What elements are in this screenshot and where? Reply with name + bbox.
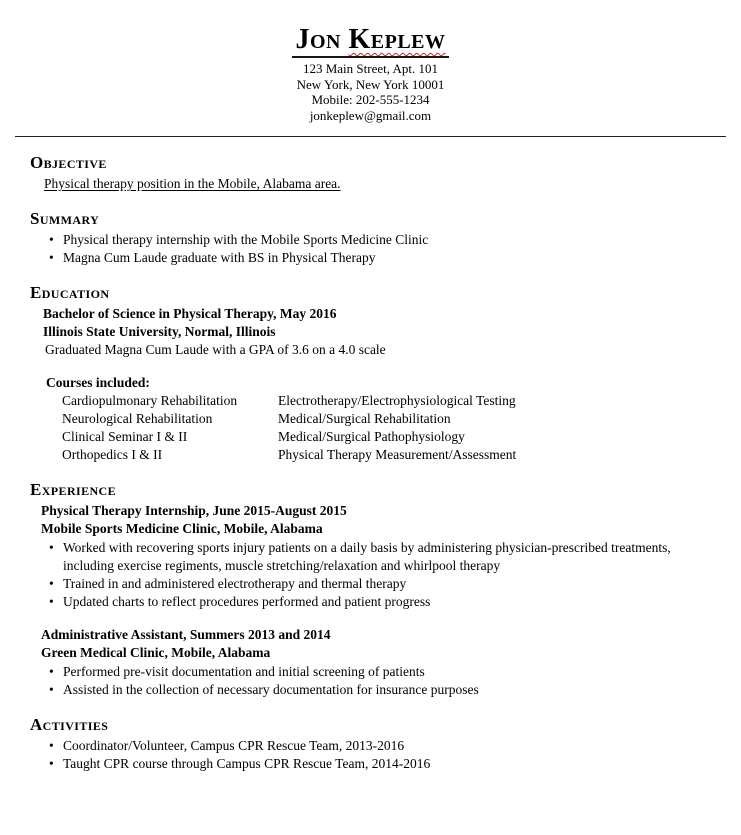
last-name: Keplew (348, 24, 446, 55)
first-name: Jon (295, 24, 341, 55)
education-school: Illinois State University, Normal, Illinois (43, 324, 276, 339)
header-divider (15, 136, 726, 137)
list-item (48, 575, 711, 593)
list-item (48, 681, 711, 699)
course-name: Physical Therapy Measurement/Assessment (278, 447, 517, 462)
job-entry (30, 502, 711, 611)
course-row (62, 428, 711, 446)
list-item (48, 737, 711, 755)
education-degree: Bachelor of Science in Physical Therapy, May 2016 (43, 306, 337, 321)
courses-heading: Courses included: (46, 375, 150, 390)
job-organization: Mobile Sports Medicine Clinic, Mobile, Alabama (41, 521, 323, 536)
candidate-name-underline (292, 24, 448, 58)
job-bullets (48, 663, 711, 699)
list-item (48, 663, 711, 681)
course-row (62, 446, 711, 464)
course-name: Clinical Seminar I & II (62, 429, 188, 444)
bullet-text: Magna Cum Laude graduate with BS in Physical Therapy (63, 250, 376, 265)
summary-title: Summary (30, 209, 100, 228)
course-row (62, 392, 711, 410)
section-experience (30, 479, 711, 699)
job-role: Physical Therapy Internship, June 2015-August 2015 (41, 503, 347, 518)
experience-title: Experience (30, 480, 117, 499)
education-honors: Graduated Magna Cum Laude with a GPA of 3.6 on a 4.0 scale (45, 342, 386, 357)
section-activities (30, 714, 711, 773)
course-name: Orthopedics I & II (62, 447, 163, 462)
bullet-text: Performed pre-visit documentation and initial screening of patients (63, 664, 425, 679)
objective-text: Physical therapy position in the Mobile, Alabama area. (44, 176, 341, 191)
job-entry (30, 626, 711, 699)
activities-title: Activities (30, 715, 109, 734)
course-name: Medical/Surgical Rehabilitation (278, 411, 451, 426)
summary-list (48, 231, 711, 267)
address-line-1: 123 Main Street, Apt. 101 (302, 61, 439, 76)
job-role: Administrative Assistant, Summers 2013 and 2014 (41, 627, 331, 642)
activities-list (48, 737, 711, 773)
course-name: Electrotherapy/Electrophysiological Testing (278, 393, 516, 408)
bullet-text: Worked with recovering sports injury patients on a daily basis by administering physician-prescribed treatments, including exercise regiments, muscle stretching/relaxation and whirlpool therapy (63, 540, 671, 573)
bullet-text: Updated charts to reflect procedures performed and patient progress (63, 594, 431, 609)
email-line: jonkeplew@gmail.com (309, 107, 432, 123)
bullet-text: Coordinator/Volunteer, Campus CPR Rescue Team, 2013-2016 (63, 738, 405, 753)
list-item (48, 755, 711, 773)
phone-line: Mobile: 202-555-1234 (311, 92, 430, 107)
list-item (48, 249, 711, 267)
job-organization: Green Medical Clinic, Mobile, Alabama (41, 645, 271, 660)
course-name: Medical/Surgical Pathophysiology (278, 429, 465, 444)
bullet-text: Physical therapy internship with the Mobile Sports Medicine Clinic (63, 232, 429, 247)
course-name: Neurological Rehabilitation (62, 411, 213, 426)
address-line-2: New York, New York 10001 (296, 76, 445, 92)
section-objective (30, 152, 711, 193)
objective-title: Objective (30, 153, 107, 172)
list-item (48, 539, 711, 575)
courses-block (30, 374, 711, 464)
bullet-text: Trained in and administered electrotherapy and thermal therapy (63, 576, 407, 591)
section-education (30, 282, 711, 464)
section-summary (30, 208, 711, 267)
job-bullets (48, 539, 711, 611)
education-title: Education (30, 283, 110, 302)
course-row (62, 410, 711, 428)
resume-header (30, 24, 711, 123)
list-item (48, 593, 711, 611)
list-item (48, 231, 711, 249)
course-name: Cardiopulmonary Rehabilitation (62, 393, 238, 408)
bullet-text: Taught CPR course through Campus CPR Rescue Team, 2014-2016 (63, 756, 431, 771)
bullet-text: Assisted in the collection of necessary documentation for insurance purposes (63, 682, 479, 697)
candidate-name (30, 24, 711, 58)
